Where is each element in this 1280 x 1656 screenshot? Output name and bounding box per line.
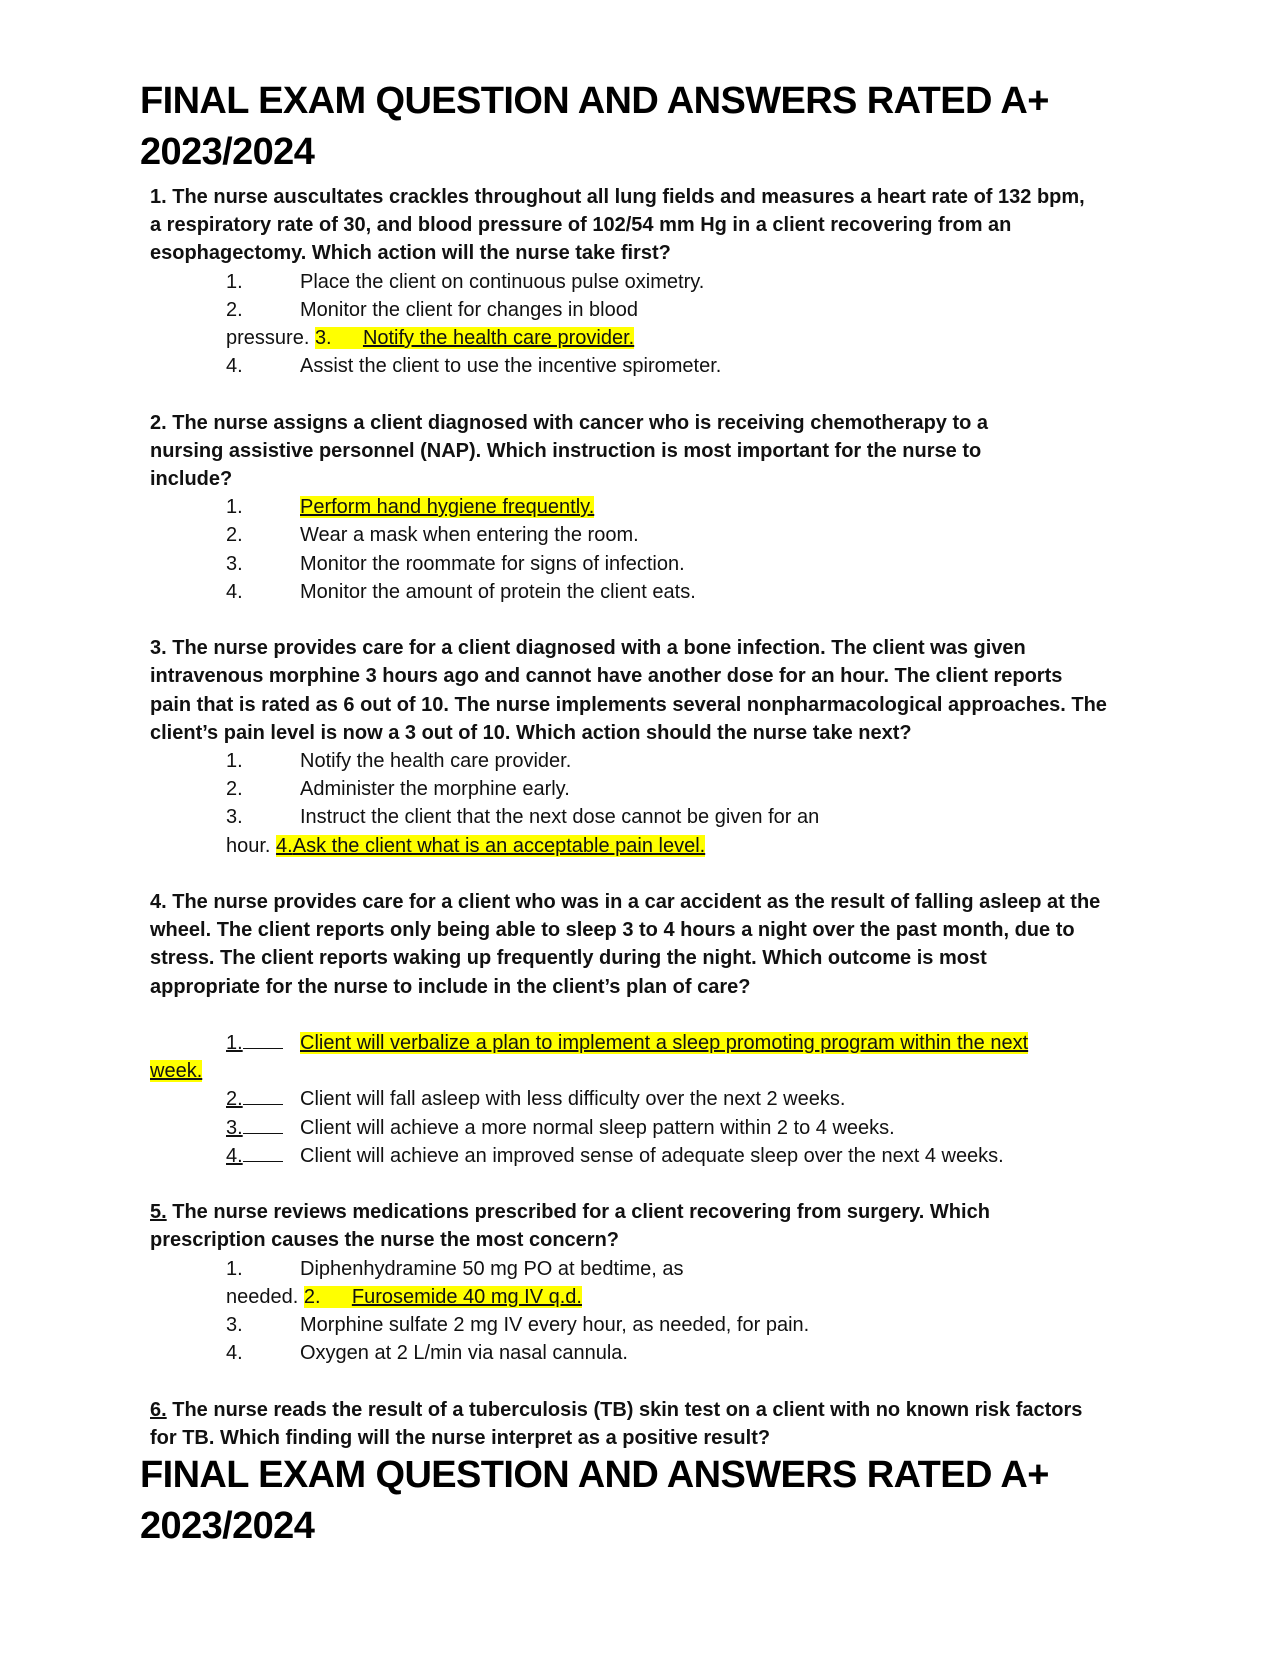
option-number: 2.: [226, 298, 243, 321]
option-2: [150, 521, 1130, 549]
option-2: [150, 1085, 1130, 1113]
option-1: [150, 493, 1130, 521]
question-text-line: client’s pain level is now a 3 out of 10. Which action should the nurse take next?: [150, 721, 912, 744]
option-number: 2.: [226, 1085, 283, 1113]
option-4: [150, 578, 1130, 606]
question-6: [150, 1396, 1130, 1452]
question-1: [150, 183, 1130, 268]
page-footer-title: [140, 1450, 1140, 1552]
option-number: 2.: [226, 524, 243, 547]
option-text: Monitor the client for changes in blood: [300, 298, 638, 321]
question-text-line: a respiratory rate of 30, and blood pressure of 102/54 mm Hg in a client recovering from an: [150, 214, 1012, 237]
fill-line: [243, 1161, 283, 1162]
highlighted-answer: [315, 327, 634, 349]
option-text: Client will fall asleep with less difficulty over the next 2 weeks.: [300, 1088, 846, 1111]
question-3: [150, 634, 1130, 747]
option-3: [150, 1114, 1130, 1142]
question-number: 5.: [150, 1201, 167, 1224]
option-text: Administer the morphine early.: [300, 778, 570, 801]
highlighted-answer: Client will verbalize a plan to implement a sleep promoting program within the next: [300, 1032, 1029, 1055]
question-2: [150, 409, 1130, 494]
option-number: 2.: [303, 1285, 321, 1308]
option-number: 4.: [226, 1142, 283, 1170]
fill-line: [243, 1048, 283, 1049]
option-3: [150, 550, 1130, 578]
option-number: 3.: [226, 806, 243, 829]
question-text-line: include?: [150, 468, 233, 491]
question-text-line: stress. The client reports waking up frequently during the night. Which outcome is most: [150, 947, 987, 970]
option-1: [150, 1255, 1130, 1283]
option-number: 1.: [226, 496, 243, 519]
option-text: Notify the health care provider.: [362, 327, 635, 350]
option-text: Diphenhydramine 50 mg PO at bedtime, as: [300, 1257, 684, 1280]
option-1: [150, 268, 1130, 296]
option-2: [150, 296, 1130, 324]
option-text-continued: hour.: [226, 834, 271, 857]
option-number: 3.: [226, 1314, 243, 1337]
option-text: Client will achieve a more normal sleep pattern within 2 to 4 weeks.: [300, 1116, 895, 1139]
highlighted-answer: [304, 1286, 582, 1308]
question-text-line: pain that is rated as 6 out of 10. The nurse implements several nonpharmacological approaches. The: [150, 693, 1107, 716]
question-text-line: intravenous morphine 3 hours ago and cannot have another dose for an hour. The client reports: [150, 665, 1063, 688]
option-number: 1.: [226, 270, 243, 293]
question-text-line: esophagectomy. Which action will the nurse take first?: [150, 242, 671, 265]
question-text-line: 5. The nurse reviews medications prescribed for a client recovering from surgery. Which: [150, 1201, 990, 1224]
option-3: [150, 803, 1130, 831]
option-number: 1.: [226, 750, 243, 773]
option-number: 4.: [226, 1342, 243, 1365]
option-number: 3.: [226, 1114, 283, 1142]
document-body: [150, 183, 1130, 1452]
option-text-continued: needed.: [226, 1285, 299, 1308]
option-text: Wear a mask when entering the room.: [300, 524, 639, 547]
question-number: 6.: [150, 1398, 167, 1421]
option-text-continued: pressure.: [226, 327, 310, 350]
question-text-line: 3. The nurse provides care for a client diagnosed with a bone infection. The client was given: [150, 637, 1026, 660]
option-4: [150, 1339, 1130, 1367]
option-4: [150, 352, 1130, 380]
option-1: [150, 1029, 1130, 1057]
option-number: 4.: [276, 834, 293, 857]
option-text: Furosemide 40 mg IV q.d.: [351, 1285, 582, 1308]
option-text: Morphine sulfate 2 mg IV every hour, as needed, for pain.: [300, 1314, 810, 1337]
option-4: [150, 1142, 1130, 1170]
question-text-line: nursing assistive personnel (NAP). Which instruction is most important for the nurse to: [150, 439, 982, 462]
option-2: [150, 775, 1130, 803]
question-text-line: wheel. The client reports only being able to sleep 3 to 4 hours a night over the past month, due to: [150, 919, 1075, 942]
option-1-wrap-line: [226, 1283, 1130, 1311]
highlighted-answer-continued: week.: [150, 1060, 203, 1083]
page-title: [140, 76, 1140, 178]
option-text: Assist the client to use the incentive spirometer.: [300, 355, 722, 378]
option-text: Oxygen at 2 L/min via nasal cannula.: [300, 1342, 628, 1365]
fill-line: [243, 1133, 283, 1134]
option-3-wrap-line: [226, 832, 1130, 860]
question-text-line: 2. The nurse assigns a client diagnosed with cancer who is receiving chemotherapy to a: [150, 411, 989, 434]
option-1: [150, 747, 1130, 775]
option-number: 1.: [226, 1029, 283, 1057]
option-text: Ask the client what is an acceptable pain level.: [292, 834, 706, 857]
title-line-1: FINAL EXAM QUESTION AND ANSWERS RATED A+: [140, 1454, 1049, 1496]
question-text-line: for TB. Which finding will the nurse interpret as a positive result?: [150, 1426, 771, 1449]
question-text-line: appropriate for the nurse to include in the client’s plan of care?: [150, 975, 751, 998]
option-2-wrap-line: [226, 324, 1130, 352]
option-number: 4.: [226, 355, 243, 378]
fill-line: [243, 1104, 283, 1105]
highlighted-answer: Perform hand hygiene frequently.: [300, 496, 595, 519]
option-text: Monitor the amount of protein the client eats.: [300, 580, 696, 603]
title-line-2: 2023/2024: [140, 1505, 315, 1547]
highlighted-answer: [276, 835, 705, 857]
option-3: [150, 1311, 1130, 1339]
question-4: [150, 888, 1130, 1001]
question-text-line: 6. The nurse reads the result of a tuberculosis (TB) skin test on a client with no known risk factors: [150, 1398, 1083, 1421]
option-text: Place the client on continuous pulse oximetry.: [300, 270, 705, 293]
option-text: Instruct the client that the next dose cannot be given for an: [300, 806, 820, 829]
option-1-wrap-line: [150, 1057, 1130, 1085]
question-text-line: 1. The nurse auscultates crackles throughout all lung fields and measures a heart rate of 132 bpm,: [150, 186, 1085, 208]
option-number: 3.: [226, 552, 243, 575]
question-text-line: 4. The nurse provides care for a client who was in a car accident as the result of falling asleep at the: [150, 891, 1101, 914]
option-text: Notify the health care provider.: [300, 750, 572, 773]
title-line-1: FINAL EXAM QUESTION AND ANSWERS RATED A+: [140, 80, 1049, 122]
option-text: Client will achieve an improved sense of adequate sleep over the next 4 weeks.: [300, 1144, 1004, 1167]
option-number: 2.: [226, 778, 243, 801]
option-number: 1.: [226, 1257, 243, 1280]
question-text-line: prescription causes the nurse the most concern?: [150, 1229, 620, 1252]
option-text: Monitor the roommate for signs of infection.: [300, 552, 685, 575]
option-number: 4.: [226, 580, 243, 603]
option-number: 3.: [314, 327, 332, 350]
title-line-2: 2023/2024: [140, 131, 315, 173]
question-5: [150, 1198, 1130, 1254]
